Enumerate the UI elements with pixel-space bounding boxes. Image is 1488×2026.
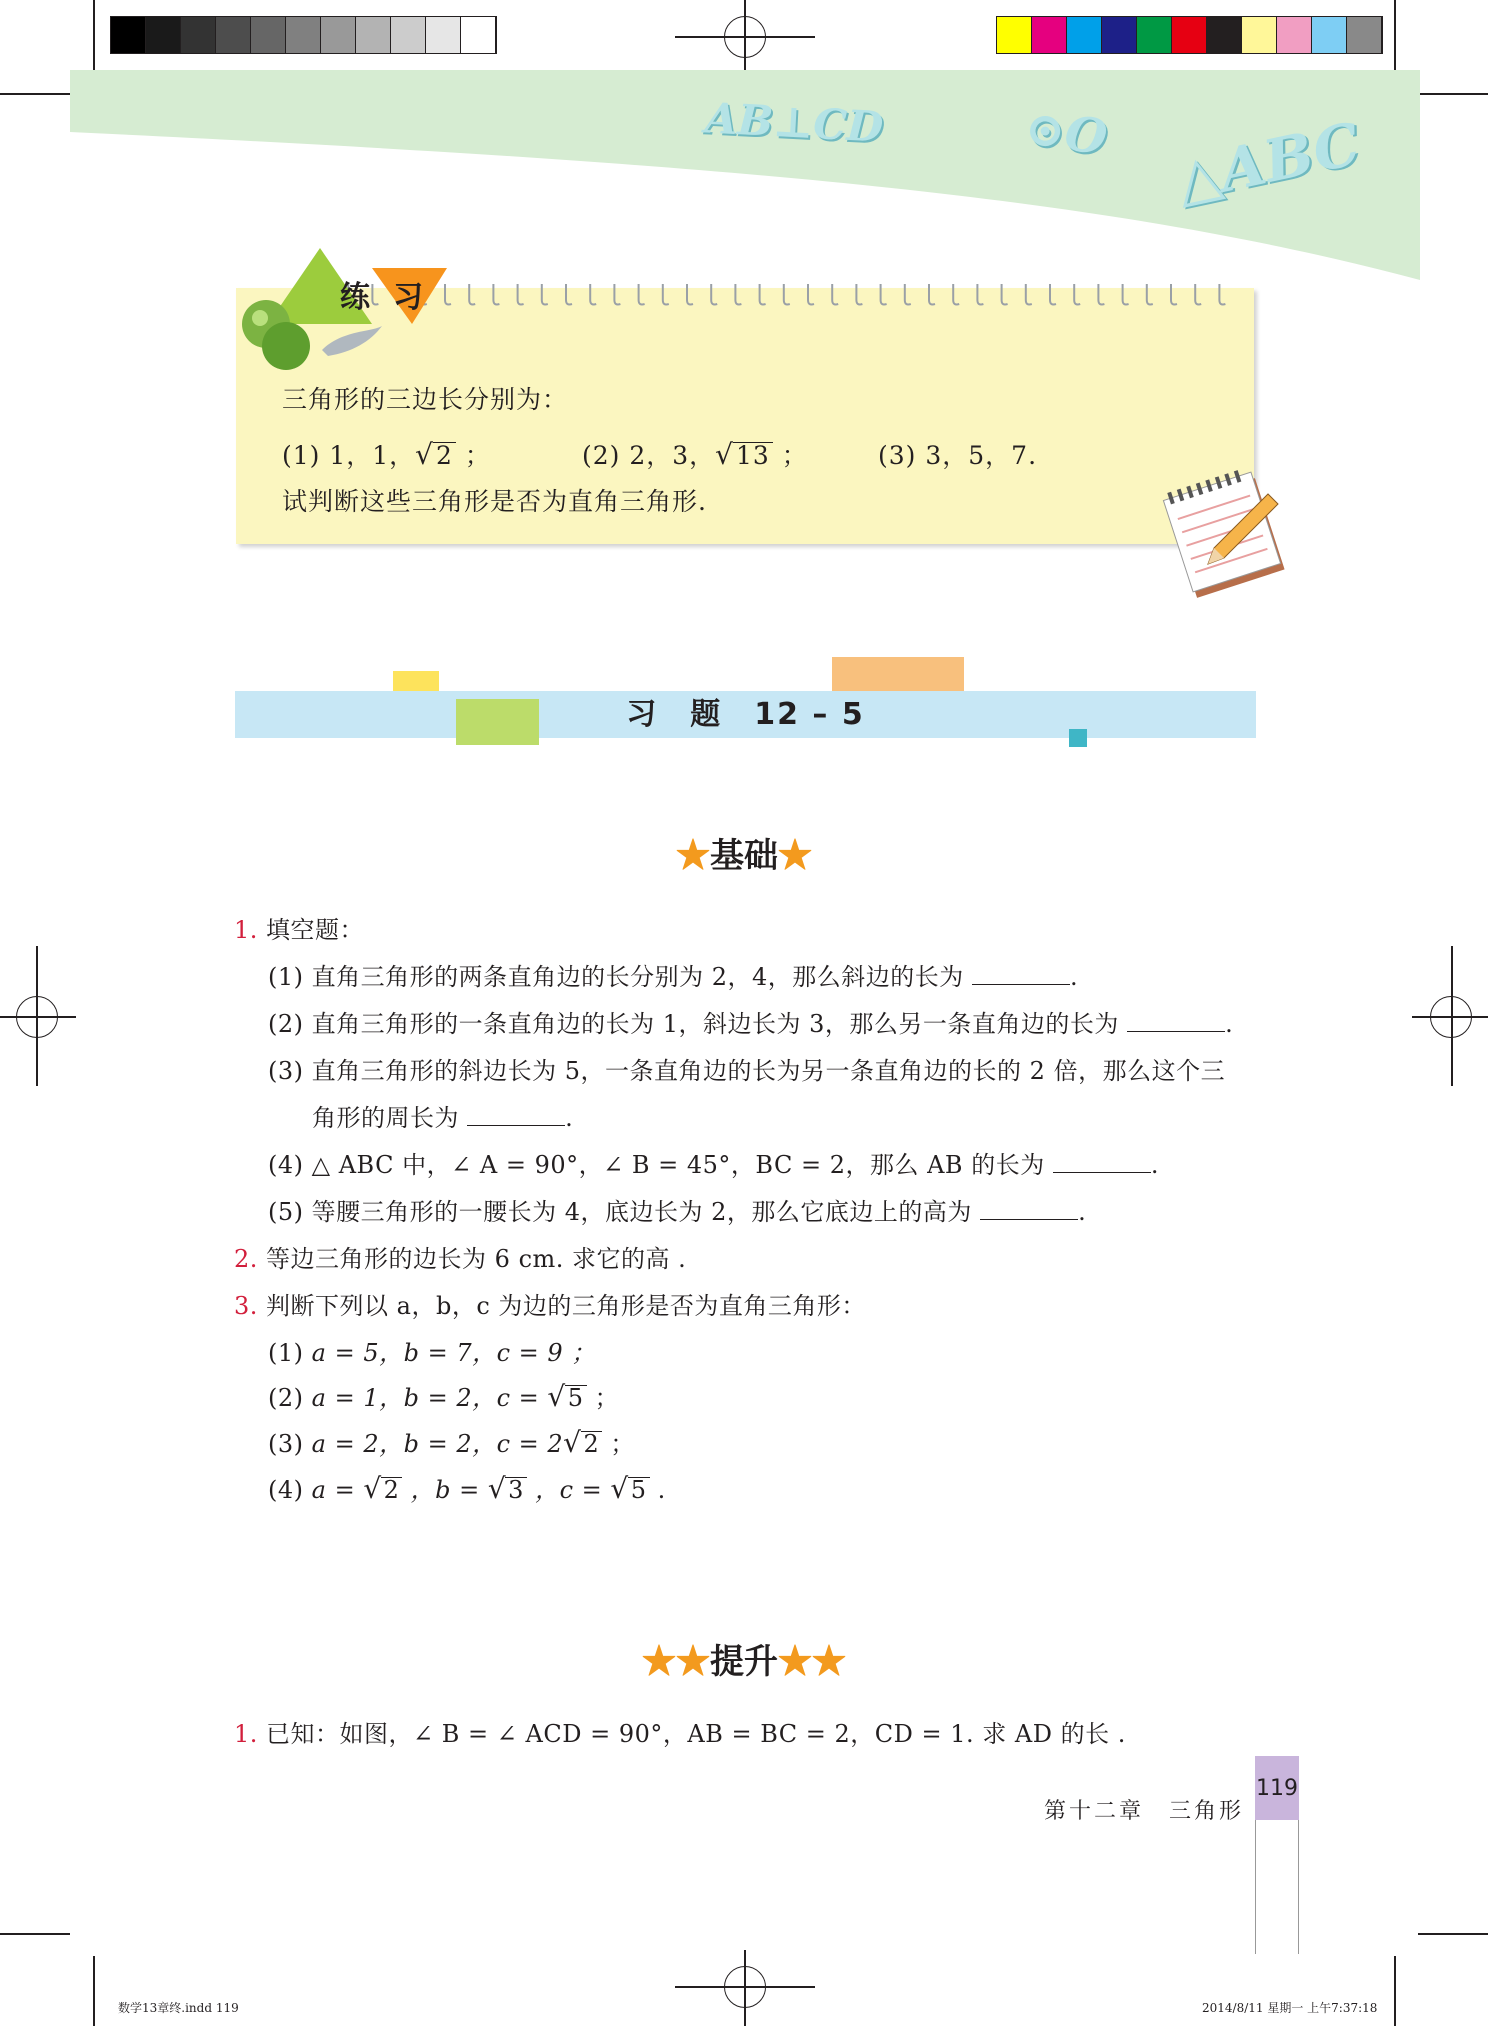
color-swatch-9 xyxy=(1277,17,1312,53)
color-swatch-2 xyxy=(1032,17,1067,53)
gray-swatch-3 xyxy=(181,17,216,53)
spiral-loop xyxy=(687,284,693,305)
gray-swatch-1 xyxy=(111,17,146,53)
color-swatch-5 xyxy=(1137,17,1172,53)
color-bar xyxy=(996,16,1383,54)
practice-item-3: (3) 3，5，7. xyxy=(878,441,1038,470)
spiral-loop xyxy=(1219,284,1225,305)
question-1-item-3: (3) 直角三角形的斜边长为 5，一条直角边的长为另一条直角边的长的 2 倍，那么这个三 xyxy=(268,1057,1226,1085)
star-icon: ★ xyxy=(812,1642,846,1682)
answer-blank[interactable] xyxy=(972,964,1070,985)
spiral-loop xyxy=(590,284,596,305)
spiral-loop xyxy=(760,284,766,305)
spiral-loop xyxy=(905,284,911,305)
practice-intro: 三角形的三边长分别为： xyxy=(282,385,569,414)
header-math-perpendicular: AB⊥CD xyxy=(703,93,885,152)
question-3-item-1: (1) a = 5，b = 7，c = 9 ； xyxy=(268,1339,596,1367)
star-icon: ★ xyxy=(676,1642,710,1682)
header-math-triangle: △ABC xyxy=(1169,109,1366,215)
color-swatch-6 xyxy=(1172,17,1207,53)
spiral-loop xyxy=(711,284,717,305)
question-1-item-3-cont: 角形的周长为 . xyxy=(312,1104,574,1132)
gray-swatch-6 xyxy=(286,17,321,53)
spiral-loop xyxy=(929,284,935,305)
spiral-loop xyxy=(542,284,548,305)
spiral-loop xyxy=(1098,284,1104,305)
spiral-loop xyxy=(1002,284,1008,305)
header-math-circle: ⊙O xyxy=(1021,99,1111,167)
spiral-loop xyxy=(663,284,669,305)
question-3-item-3: (3) a = 2，b = 2，c = 2√2 ； xyxy=(268,1426,635,1459)
exercise-band xyxy=(235,691,1256,738)
gray-swatch-4 xyxy=(216,17,251,53)
page-number: 119 xyxy=(1256,1776,1298,1801)
practice-item-1: (1) 1，1，√2 ； xyxy=(282,438,491,471)
advanced-heading: ★★提升★★ xyxy=(642,1642,846,1682)
question-1-item-1: (1) 直角三角形的两条直角边的长分别为 2，4，那么斜边的长为 . xyxy=(268,963,1079,991)
color-swatch-7 xyxy=(1207,17,1242,53)
question-1-item-2: (2) 直角三角形的一条直角边的长为 1，斜边长为 3，那么另一条直角边的长为 . xyxy=(268,1010,1234,1038)
answer-blank[interactable] xyxy=(1127,1011,1225,1032)
color-swatch-11 xyxy=(1347,17,1382,53)
star-icon: ★ xyxy=(778,1642,812,1682)
star-icon: ★ xyxy=(676,836,710,876)
decor-green-note xyxy=(456,699,539,745)
star-icon: ★ xyxy=(642,1642,676,1682)
decor-teal-square xyxy=(1069,729,1087,747)
spiral-loop xyxy=(493,284,499,305)
exercise-title: 习 题 12 – 5 xyxy=(626,697,865,732)
practice-badge-label-1: 练 xyxy=(340,280,370,315)
question-3-item-4: (4) a = √2 ，b = √3 ，c = √5 . xyxy=(268,1472,666,1505)
gray-swatch-9 xyxy=(391,17,426,53)
chapter-title: 第十二章 三角形 xyxy=(1044,1799,1245,1824)
notepad-pencil-icon xyxy=(1160,460,1300,600)
spiral-loop xyxy=(832,284,838,305)
spiral-loop xyxy=(1026,284,1032,305)
spiral-loop xyxy=(735,284,741,305)
gray-swatch-10 xyxy=(426,17,461,53)
spiral-loop xyxy=(566,284,572,305)
grayscale-bar xyxy=(110,16,497,54)
gray-swatch-7 xyxy=(321,17,356,53)
spiral-loop xyxy=(1147,284,1153,305)
spiral-loop xyxy=(1050,284,1056,305)
spiral-loop xyxy=(1171,284,1177,305)
color-swatch-1 xyxy=(997,17,1032,53)
spiral-loop xyxy=(881,284,887,305)
color-swatch-4 xyxy=(1102,17,1137,53)
spiral-loop xyxy=(1195,284,1201,305)
question-2: 2. 等边三角形的边长为 6 cm. 求它的高 . xyxy=(234,1245,687,1273)
gray-swatch-5 xyxy=(251,17,286,53)
answer-blank[interactable] xyxy=(980,1199,1078,1220)
slug-file-info: 数学13章终.indd 119 xyxy=(118,2001,239,2015)
gray-swatch-2 xyxy=(146,17,181,53)
spiral-loop xyxy=(953,284,959,305)
practice-question: 试判断这些三角形是否为直角三角形. xyxy=(282,487,707,516)
color-swatch-10 xyxy=(1312,17,1347,53)
spiral-binding xyxy=(316,282,1246,312)
question-3: 3. 判断下列以 a，b，c 为边的三角形是否为直角三角形： xyxy=(234,1292,866,1320)
spiral-loop xyxy=(518,284,524,305)
spiral-loop xyxy=(614,284,620,305)
question-3-item-2: (2) a = 1，b = 2，c = √5 ； xyxy=(268,1380,620,1413)
spiral-loop xyxy=(784,284,790,305)
practice-badge-label-2: 习 xyxy=(393,280,423,315)
star-icon: ★ xyxy=(778,836,812,876)
color-swatch-3 xyxy=(1067,17,1102,53)
question-1: 1. 填空题： xyxy=(234,916,365,944)
spiral-loop xyxy=(1074,284,1080,305)
color-swatch-8 xyxy=(1242,17,1277,53)
spiral-loop xyxy=(469,284,475,305)
slug-date-info: 2014/8/11 星期一 上午7:37:18 xyxy=(1202,2001,1378,2015)
spiral-loop xyxy=(808,284,814,305)
gray-swatch-11 xyxy=(461,17,496,53)
practice-item-2: (2) 2，3，√13 ； xyxy=(582,438,808,471)
spiral-loop xyxy=(639,284,645,305)
answer-blank[interactable] xyxy=(1053,1152,1151,1173)
question-1-item-4: (4) △ ABC 中，∠ A = 90°，∠ B = 45°，BC = 2，那么 AB 的长为 . xyxy=(268,1151,1159,1179)
decor-orange-note xyxy=(832,657,964,691)
spiral-loop xyxy=(856,284,862,305)
question-1-item-5: (5) 等腰三角形的一腰长为 4，底边长为 2，那么它底边上的高为 . xyxy=(268,1198,1087,1226)
spiral-loop xyxy=(977,284,983,305)
advanced-question-1: 1. 已知：如图，∠ B = ∠ ACD = 90°，AB = BC = 2，CD = 1. 求 AD 的长 . xyxy=(234,1720,1126,1748)
gray-swatch-8 xyxy=(356,17,391,53)
basic-heading: ★基础★ xyxy=(676,836,812,876)
spiral-loop xyxy=(1123,284,1129,305)
answer-blank[interactable] xyxy=(467,1105,565,1126)
